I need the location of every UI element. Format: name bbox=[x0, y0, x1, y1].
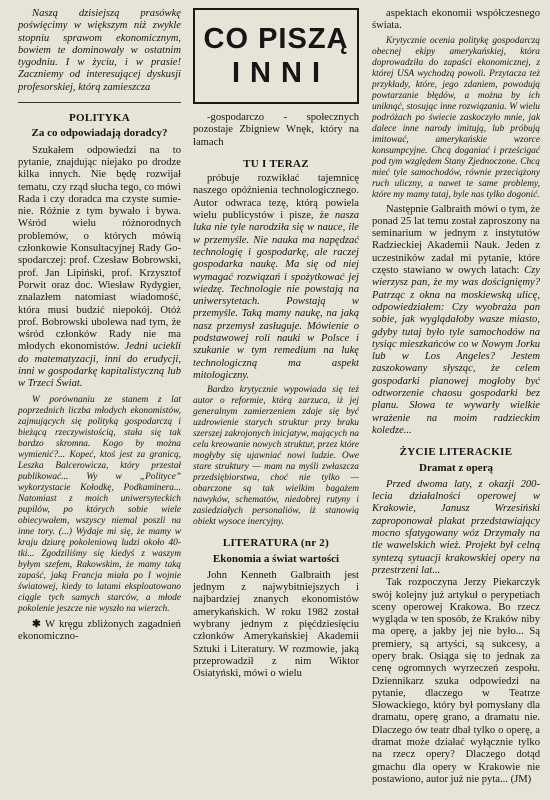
asterisk-icon: ✱ bbox=[32, 618, 41, 630]
paragraph: aspektach ekonomii współczesnego świata. bbox=[372, 8, 540, 32]
paragraph: John Kenneth Galbraith jest jednym z najwybitniejszych i najbardziej znanych ekonomistów amerykańskich. W roku 1982 został wybrany jednym z pięćdziesięciu członków Amerykańskiej Akademii Sztuki i Literatury. W rozmowie, jaką przeprowadził z nim Wiktor Osiatyński, mówi o wielu bbox=[193, 569, 359, 680]
paragraph: -gospodarczo - społecznych pozostaje Zbigniew Wnęk, który na łamach bbox=[193, 112, 359, 148]
section-title-literatura: LITERATURA (nr 2) bbox=[222, 537, 330, 550]
subtitle-doradcy: Za co odpowiadają doradcy? bbox=[31, 127, 168, 140]
intro-paragraph: Naszą dzisiejszą prasówkę poświęcimy w większym niż zwykle stopniu sprawom ekonomicznym, bowiem te dominowały w ostatnim tygodniu. I w życiu, i w prasie! Zaczniemy od interesującej dyskusji profesorskiej, którą zamieszcza bbox=[18, 8, 181, 93]
paragraph: Przed dwoma laty, z okazji 200-lecia działalności operowej w Krakowie, Janusz Wrzesiński zaproponował plakat przedstawiający mocno sfatygowany wóz Drzymały na tle wawelskich wież. Projekt był celną syntezą sytuacji krakowskiej opery na przestrzeni lat... bbox=[372, 478, 540, 576]
masthead-line-1: CO PISZĄ bbox=[203, 23, 349, 55]
column-1 bbox=[18, 8, 181, 643]
subtitle-ekonomia: Ekonomia a świat wartości bbox=[212, 552, 340, 565]
quote-paragraph: Krytycznie ocenia politykę gospodarczą obecnej ekipy amerykańskiej, która doprowadziła do zapaści ekonomicznej, z której USA wychodzą powoli. Przytacza też przykłady, które, jego zdaniem, powodują powtarzanie błędów, a można by ich uniknąć, stosując inne rozwiązania. W wielu podróżach po świecie zaskoczyło mnie, jak dalece inne narody imitują, lub próbują imitować, amerykańskie wzorce konsumpcyjne. Chcą doganiać i prześcigać pod tym względem Stany Zjednoczone. Chcą mieć tyle samochodów, równie przeciążony ruch uliczny, a nawet te same problemy, które my mamy tutaj, byle nas tylko dogonić. bbox=[372, 35, 540, 200]
masthead-line-2: INNI bbox=[232, 57, 330, 89]
paragraph: Następnie Galbraith mówi o tym, że ponad 25 lat temu został zaproszony na seminarium w jednym z instytutów Radzieckiej Akademii Nauk. Jeden z uczestników zadał mi pytanie, które często stawiano w owych latach: Czy wierzysz pan, że my was doścignięmy? Patrząc z okna na moskiewską ulicę, odpowiedziałem: Czy wyobraża pan sobie, jak wyglądałoby wasze miasto, gdyby tutaj było tyle samochodów na tysiąc mieszkańców co w Nowym Jorku lub w Los Angeles? Jestem zaszokowany słysząc, że celem gospodarki planowej mogłoby być odtworzenie chaosu gospodarki bez planu. Słowa te wywarły wielkie wrażenie na moim radzieckim koledze... bbox=[372, 203, 540, 436]
column-3 bbox=[372, 8, 540, 786]
section-title-tu-i-teraz: TU I TERAZ bbox=[243, 157, 309, 170]
section-title-polityka: POLITYKA bbox=[68, 112, 131, 125]
quote-paragraph: Bardzo krytycznie wypowiada się też autor o reformie, którą zarzuca, iż jej generalnym zamierzeniem zdaje się być uzdrowienie starych struktur przy braku szerszej zakrojonych inicjatyw, mających na celu kreowanie nowych struktur, przez które mogłyby się ujawniać nowi ludzie. Owe stare struktury — mam na myśli zwłaszcza przedsiębiorstwa, choć nie tylko — obarczone są tak wielkim bagażem nawyków, schematów, niedobrej rutyny i zasiedziałych personaliów, iż stanowią obiekt wysoce inercyjny. bbox=[193, 385, 359, 528]
continuation-paragraph: ✱ W kręgu zbliżonych zagadnień ekonomiczno- bbox=[18, 618, 181, 642]
column-2 bbox=[193, 8, 359, 681]
paragraph: Tak rozpoczyna Jerzy Piekarczyk swój kolejny już artykuł o perypetiach sceny operowej Krakowa. Bo rzecz wygląda w ten sposób, że Kraków niby ma operę, a jakby jej nie było... Są premiery, są artyści, są sukcesy, a opery brak. Osiąga się to jednak za cenę ogromnych wyrzeczeń zespołu. Dziennikarz szuka odpowiedzi na pytanie, dlaczego w Teatrze Słowackiego, który był pomysłany dla dramatu, operę grano, a dramatu nie. Dlaczego ów teatr dbał tylko o operę, a dramat może działać wyłącznie tylko na rzecz opery? Dlaczego dotąd gmachu dla opery w Krakowie nie postawiono, autor już nie pyta... (JM) bbox=[372, 577, 540, 785]
subtitle-dramat: Dramat z operą bbox=[419, 461, 493, 474]
paragraph: próbuje rozwikłać tajemnicę naszego opóźnienia technologicznego. Autor odwraca tezę, którą powiela wielu publicystów i pisze, że nasza luka nie tyle narodziła się w nauce, ile w przemyśle. Nie nauka ma napędzać technologię i gospodarkę, ale raczej gospodarka naukę. Ma się od niej wymagać rozwiązań i spożytkować jej wiedzę. Technologie nie powstają na uniwersytetach. Powstają w przemyśle. Taką mamy naukę, na jaką nasz przemysł zasługuje. Mówienie o podstawowej roli nauki w Polsce i szukanie w tym remedium na lukę technologiczną ma aspekt mitologiczny. bbox=[193, 173, 359, 381]
paragraph: Szukałem odpowiedzi na to pytanie, znajdując niejako po drodze kilka innych. Nie będę rozwijał tematu, czy rząd słucha tego, co mówi Rada i czy doradca ma czyste sumienie. Różnie z tym bywało i bywa. Wśród wielu różnorodnych problemów, o których mówią członkowie Konsultacyjnej Rady Gospodarczej: prof. Czesław Bobrowski, prof. Jan Lipiński, prof. Krzysztof Porwit oraz doc. Wiesław Rydygier, znalazłem natomiast wiadomość, która musi budzić niepokój. Otóż prof. Bobrowski ubolewa nad tym, że wśród członków Rady nie ma młodych ekonomistów. Jedni uciekli do matematyzacji, inni do erudycji, inni w gospodarkę kapitalistyczną lub w Trzeci Świat. bbox=[18, 144, 181, 390]
quote-paragraph: W porównaniu ze stanem z lat poprzednich liczba młodych ekonomistów, zajmujących się polityką gospodarczą i bieżącą rzeczywistością, stała się tak bardzo skromna. Kogo by można wymienić?... Kopeć, ktoś jest za granicą, Leszka Balcerowicza, który przestał publikować... Wy w „Polityce” wykorzystacie Kołodkę, Podkaminera... Natomiast z moich uniwersyteckich pupilów, po których sobie wiele obiecywałem, wszyscy niemal poszli na inne tory. (...) Wydaje mi się, że mamy w kraju dziurę pokoleniową ludzi około 40-tki... Zgodziliśmy się kiedyś z waszym byłym szefem, Rakowskim, że mamy taką zapaść, jaką Francja miała po I wojnie światowej, kiedy to latami eksploatowano ciągle tych samych starców, a młode pokolenie jeszcze nie wyszło na wierzch. bbox=[18, 394, 181, 614]
divider bbox=[18, 102, 181, 103]
section-title-zycie-literackie: ŻYCIE LITERACKIE bbox=[399, 446, 513, 459]
masthead-box bbox=[193, 8, 359, 104]
